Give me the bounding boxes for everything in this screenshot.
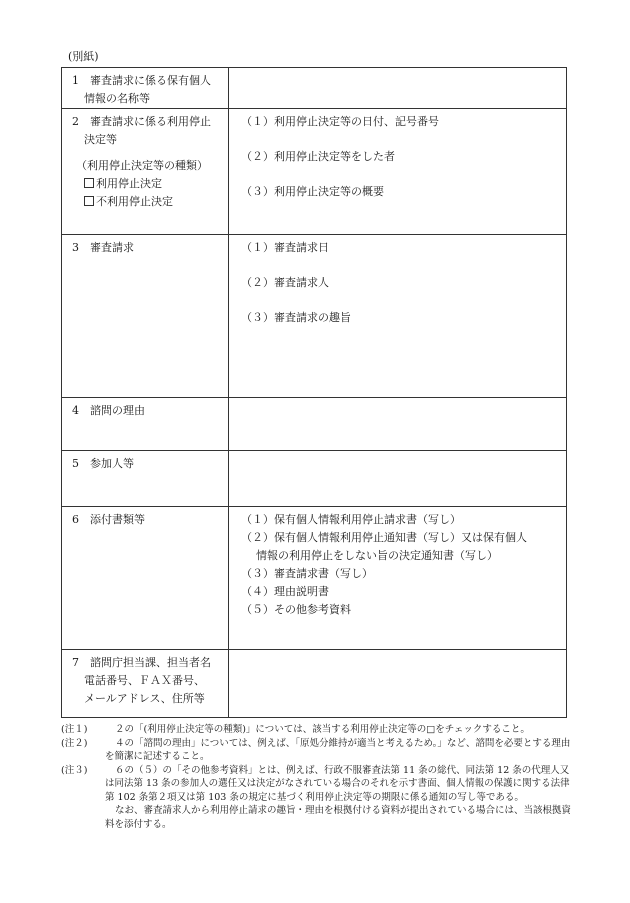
note-2 xyxy=(61,737,573,764)
row-1-label-line: 情報の名称等 xyxy=(84,92,150,105)
checkbox-label: 不利用停止決定 xyxy=(96,195,173,208)
row-2-label-line: 決定等 xyxy=(84,133,117,146)
row-7-value xyxy=(229,650,567,718)
row-6-item: （２）保有個人情報利用停止通知書（写し）又は保有個人 xyxy=(241,531,527,544)
note-text: なお、審査請求人から利用停止請求の趣旨・理由を根拠付ける資料が提出されている場合には、当該根拠資料を添付する。 xyxy=(105,805,572,830)
note-text: ２の「(利用停止決定等の種類)」については、該当する利用停止決定等の□をチェックすること。 xyxy=(115,724,530,735)
form-row-7 xyxy=(62,650,567,718)
note-text: ４の「諮問の理由」については、例えば、「原処分維持が適当と考えるため。」など、諮問を必要とする理由を簡潔に記述すること。 xyxy=(105,737,571,762)
form-row-1 xyxy=(62,68,567,109)
row-2-item: （３）利用停止決定等の概要 xyxy=(241,185,384,198)
row-5-label xyxy=(62,451,229,507)
notes-section xyxy=(61,723,573,831)
page-label: (別紙) xyxy=(68,50,99,63)
row-3-item: （３）審査請求の趣旨 xyxy=(241,311,351,324)
row-2-item: （１）利用停止決定等の日付、記号番号 xyxy=(241,115,439,128)
checkbox-stop-decision[interactable] xyxy=(72,175,222,193)
note-label: (注１) xyxy=(61,724,88,735)
checkbox-box xyxy=(84,196,94,206)
row-6-item: （４）理由説明書 xyxy=(241,585,329,598)
row-3-value xyxy=(229,235,567,398)
row-2-item: （２）利用停止決定等をした者 xyxy=(241,150,395,163)
form-row-4 xyxy=(62,398,567,451)
referral-form-table xyxy=(61,67,567,718)
row-7-label xyxy=(62,650,229,718)
form-row-6 xyxy=(62,507,567,650)
row-2-value xyxy=(229,109,567,235)
row-6-value xyxy=(229,507,567,650)
row-7-label-line: メールアドレス、住所等 xyxy=(84,692,205,705)
row-5-label-line: 5 参加人等 xyxy=(72,457,134,470)
row-6-label xyxy=(62,507,229,650)
checkbox-no-stop-decision[interactable] xyxy=(72,193,222,211)
note-label: (注３) xyxy=(61,764,88,776)
row-2-label xyxy=(62,109,229,235)
row-7-label-line: 7 諮問庁担当課、担当者名 xyxy=(72,656,211,669)
row-2-label-line: 2 審査請求に係る利用停止 xyxy=(72,115,211,128)
row-6-item: （５）その他参考資料 xyxy=(241,603,351,616)
row-3-label xyxy=(62,235,229,398)
row-1-value xyxy=(229,68,567,109)
row-6-item: 情報の利用停止をしない旨の決定通知書（写し） xyxy=(256,549,498,562)
row-3-item: （２）審査請求人 xyxy=(241,276,329,289)
row-5-value xyxy=(229,451,567,507)
decision-type-label: （利用停止決定等の種類） xyxy=(76,159,208,172)
checkbox-box xyxy=(84,178,94,188)
row-4-label-line: 4 諮問の理由 xyxy=(72,404,145,417)
row-6-item: （３）審査請求書（写し） xyxy=(241,567,373,580)
row-7-label-line: 電話番号、ＦＡＸ番号、 xyxy=(84,674,205,687)
row-6-label-line: 6 添付書類等 xyxy=(72,513,145,526)
note-label: (注２) xyxy=(61,737,88,749)
row-3-item: （１）審査請求日 xyxy=(241,241,329,254)
form-row-3 xyxy=(62,235,567,398)
checkbox-label: 利用停止決定 xyxy=(96,177,162,190)
note-text: ６の（５）の「その他参考資料」とは、例えば、行政不服審査法第 11 条の総代、同法第 12 条の代理人又は同法第 13 条の参加人の選任又は決定がなされている場合のそれを示す書面、個人情報の保護に関する法律第 102 条第２項又は第 103 条の規定に基づく利用停止決定等の期限に係る通知の写し等である。 xyxy=(105,764,570,803)
row-4-label xyxy=(62,398,229,451)
note-1 xyxy=(61,723,573,737)
row-6-item: （１）保有個人情報利用停止請求書（写し） xyxy=(241,513,461,526)
row-3-label-line: 3 審査請求 xyxy=(72,241,134,254)
form-row-5 xyxy=(62,451,567,507)
row-1-label xyxy=(62,68,229,109)
note-3 xyxy=(61,764,573,832)
form-row-2 xyxy=(62,109,567,235)
row-4-value xyxy=(229,398,567,451)
row-1-label-line: 1 審査請求に係る保有個人 xyxy=(72,74,211,87)
